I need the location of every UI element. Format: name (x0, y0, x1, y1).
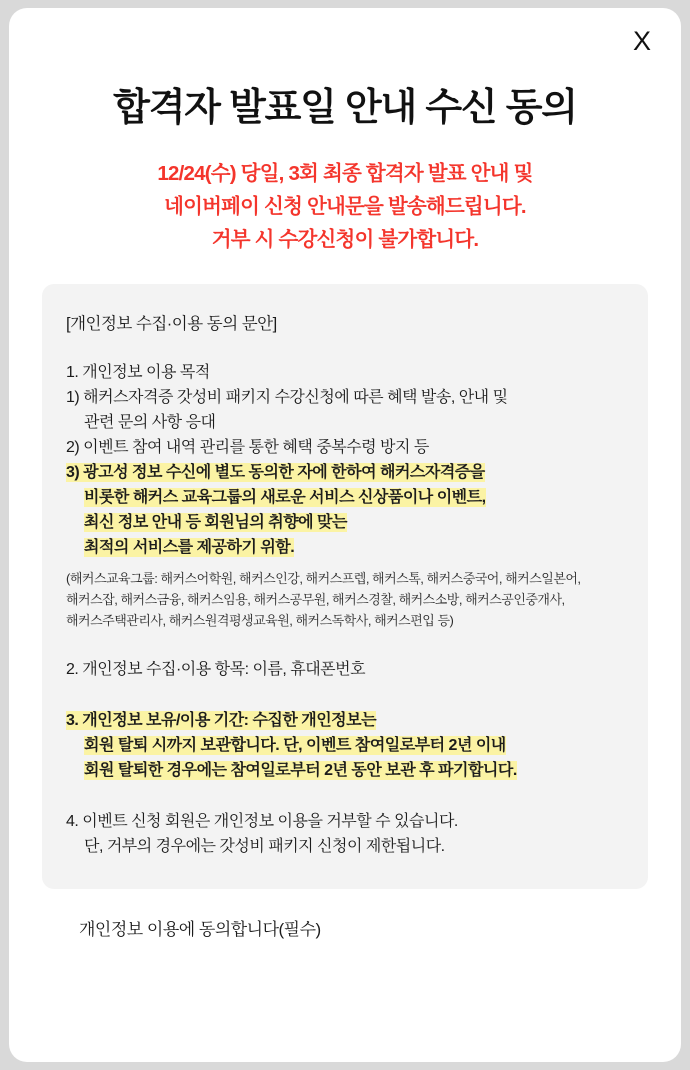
purpose-item-3-line-4 (66, 535, 624, 560)
subtitle-line-1: 12/24(수) 당일, 3회 최종 합격자 발표 안내 및 (157, 162, 533, 185)
privacy-terms-panel (42, 284, 648, 889)
brand-list-line-3: 해커스주택관리사, 해커스원격평생교육원, 해커스독학사, 해커스편입 등) (66, 613, 454, 628)
consent-modal (9, 8, 681, 1062)
section-1-title: 1. 개인정보 이용 목적 (66, 364, 210, 381)
purpose-item-2: 2) 이벤트 참여 내역 관리를 통한 혜택 중복수령 방지 등 (66, 439, 429, 456)
section-4-line-1: 4. 이벤트 신청 회원은 개인정보 이용을 거부할 수 있습니다. (66, 813, 458, 830)
section-2-text: 2. 개인정보 수집·이용 항목: 이름, 휴대폰번호 (66, 661, 366, 678)
subtitle-line-3: 거부 시 수강신청이 불가합니다. (211, 228, 479, 251)
terms-heading: [개인정보 수집·이용 동의 문안] (66, 315, 277, 333)
modal-header (9, 8, 681, 66)
purpose-item-3-line-2-text: 비롯한 해커스 교육그룹의 새로운 서비스 신상품이나 이벤트, (84, 489, 486, 506)
brand-list-line-1: (해커스교육그룹: 해커스어학원, 해커스인강, 해커스프렙, 해커스톡, 해커스중국어, 해커스일본어, (66, 571, 581, 586)
section-3-line-1 (66, 708, 624, 733)
section-3-line-2 (66, 733, 624, 758)
subtitle-block (9, 157, 681, 256)
close-icon[interactable]: X (632, 26, 651, 56)
subtitle-line-2: 네이버페이 신청 안내문을 발송해드립니다. (164, 195, 526, 218)
section-3-line-3-text: 회원 탈퇴한 경우에는 참여일로부터 2년 동안 보관 후 파기합니다. (84, 762, 517, 779)
section-3-line-2-text: 회원 탈퇴 시까지 보관합니다. 단, 이벤트 참여일로부터 2년 이내 (84, 737, 506, 754)
purpose-item-3-line-4-text: 최적의 서비스를 제공하기 위함. (84, 539, 295, 556)
purpose-item-3-line-3-text: 최신 정보 안내 등 회원님의 취향에 맞는 (84, 514, 347, 531)
section-4-line-2: 단, 거부의 경우에는 갓성비 패키지 신청이 제한됩니다. (84, 838, 445, 855)
purpose-item-1-line-1: 1) 해커스자격증 갓성비 패키지 수강신청에 따른 혜택 발송, 안내 및 (66, 389, 508, 406)
purpose-item-3-line-2 (66, 485, 624, 510)
page-title: 합격자 발표일 안내 수신 동의 (113, 87, 577, 129)
purpose-item-3-line-3 (66, 510, 624, 535)
purpose-item-3-line-1-text: 3) 광고성 정보 수신에 별도 동의한 자에 한하여 해커스자격증을 (66, 464, 485, 481)
agree-consent-label[interactable]: 개인정보 이용에 동의합니다(필수) (79, 920, 321, 939)
brand-list-line-2: 해커스잡, 해커스금융, 해커스임용, 해커스공무원, 해커스경찰, 해커스소방, 해커스공인중개사, (66, 592, 565, 607)
section-3-line-1-text: 3. 개인정보 보유/이용 기간: 수집한 개인정보는 (66, 712, 377, 729)
purpose-item-3-line-1 (66, 460, 624, 485)
section-3-line-3 (66, 758, 624, 783)
purpose-item-1-line-2: 관련 문의 사항 응대 (84, 414, 216, 431)
